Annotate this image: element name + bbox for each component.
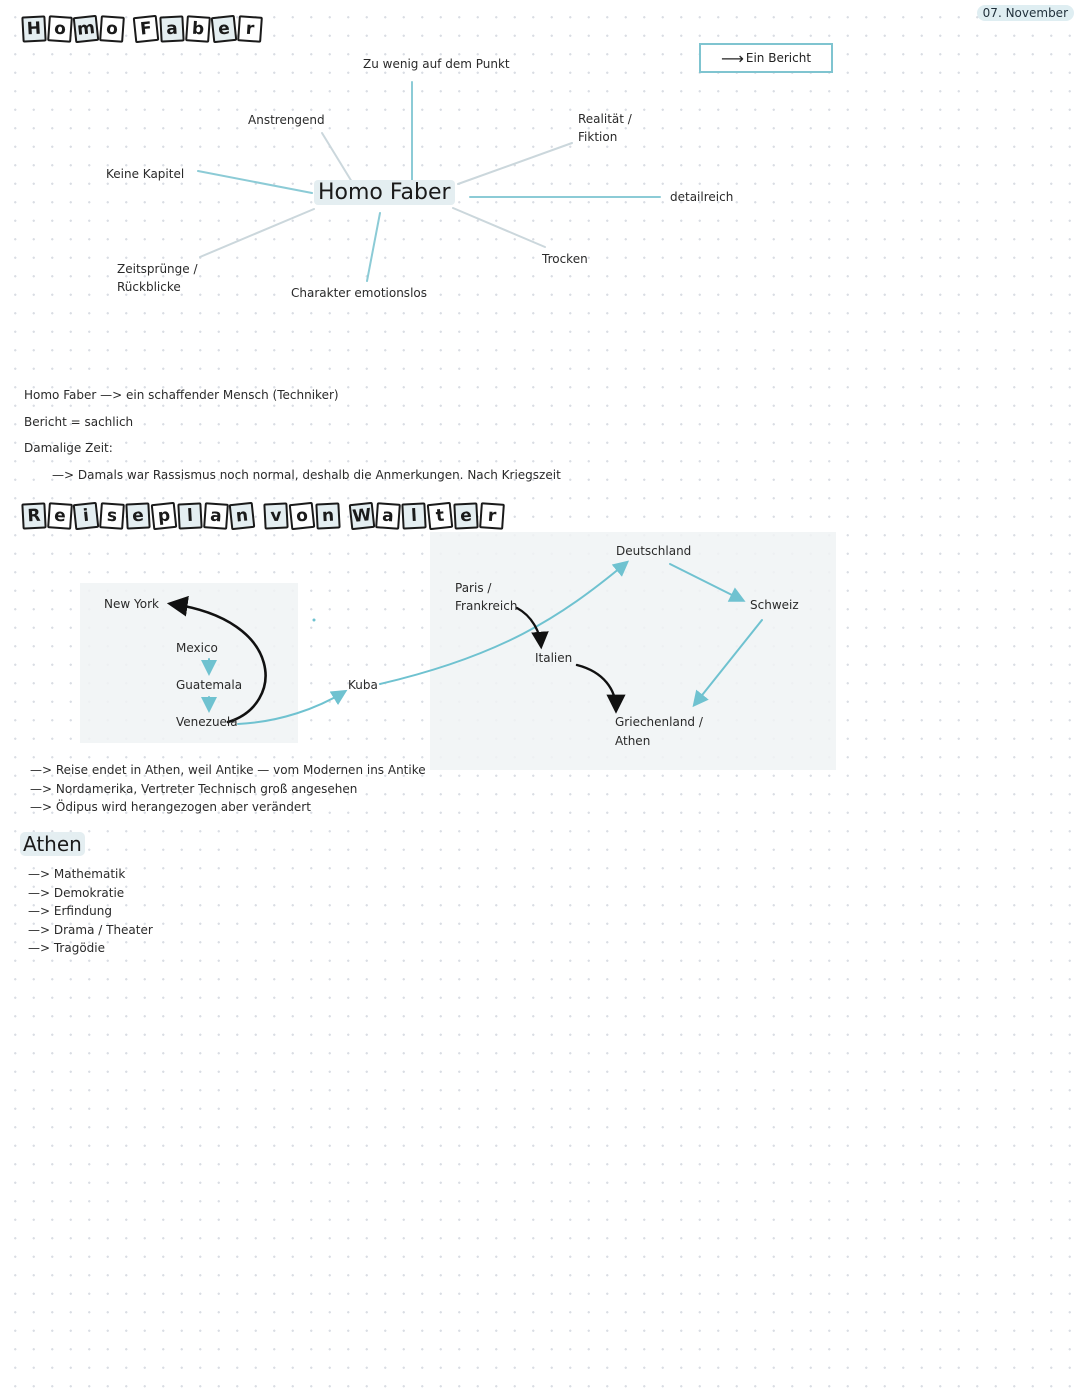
city-paris-line2: Frankreich xyxy=(455,599,518,613)
title-letter-tile: o xyxy=(99,15,125,43)
athen-heading: Athen xyxy=(20,832,85,856)
city-new-york: New York xyxy=(104,597,159,611)
list-item: —> Erfindung xyxy=(28,904,112,919)
branch-realitaet-line2: Fiktion xyxy=(578,130,618,144)
title-letter-tile: e xyxy=(453,502,478,529)
title-letter-tile: r xyxy=(479,502,505,530)
city-griechenland xyxy=(615,713,703,751)
title-letter-tile: a xyxy=(203,502,229,530)
branch-keine-kapitel: Keine Kapitel xyxy=(106,167,185,181)
note-line-2: Bericht = sachlich xyxy=(24,414,134,429)
list-item: —> Tragödie xyxy=(28,941,106,956)
title-letter-tile: a xyxy=(375,502,401,530)
title-letter-tile: t xyxy=(427,502,454,530)
title-letter-tile: b xyxy=(185,15,211,43)
title-letter-tile: l xyxy=(401,502,426,529)
note-line-1: Homo Faber —> ein schaffender Mensch (Techniker) xyxy=(24,388,339,402)
title-letter-tile: e xyxy=(211,15,238,43)
title-letter-tile: R xyxy=(21,502,46,529)
arrow-italien-griechenland xyxy=(577,665,616,709)
arrow-right-icon: ⟶ xyxy=(720,48,744,68)
note-line-3: Damalige Zeit: xyxy=(24,441,113,455)
title-letter-tile: v xyxy=(263,502,288,529)
branch-zeitspruenge-line2: Rückblicke xyxy=(117,280,181,294)
branch-anstrengend: Anstrengend xyxy=(248,113,325,127)
title-letter-tile: s xyxy=(99,502,125,530)
city-deutschland: Deutschland xyxy=(616,544,692,558)
branch-zeitspruenge-line1: Zeitsprünge / xyxy=(117,262,198,276)
date-label: 07. November xyxy=(977,5,1074,21)
title-letter-tile: r xyxy=(237,15,263,43)
title-letter-tile: p xyxy=(151,502,178,530)
stray-dot xyxy=(313,619,316,622)
city-kuba: Kuba xyxy=(348,678,378,692)
ein-bericht-label: Ein Bericht xyxy=(745,51,812,65)
city-venezuela: Venezuela xyxy=(176,715,238,729)
title-letter-tile: a xyxy=(159,15,184,42)
city-italien: Italien xyxy=(535,651,573,665)
list-item: —> Reise endet in Athen, weil Antike — vom Modernen ins Antike xyxy=(30,763,426,777)
title-letter-tile: e xyxy=(125,502,150,529)
note-line-4: —> Damals war Rassismus noch normal, deshalb die Anmerkungen. Nach Kriegszeit xyxy=(52,467,561,482)
list-item: —> Mathematik xyxy=(28,867,126,881)
title-letter-tile: o xyxy=(289,502,316,530)
arrow-deutschland-schweiz xyxy=(670,564,742,600)
city-griechenland-line2: Athen xyxy=(615,734,651,748)
title-letter-tile: l xyxy=(177,502,202,529)
branch-zu-wenig: Zu wenig auf dem Punkt xyxy=(363,57,510,71)
arrow-schweiz-griechenland xyxy=(695,620,762,704)
list-item: —> Nordamerika, Vertreter Technisch groß angesehen xyxy=(30,781,358,796)
city-paris-line1: Paris / xyxy=(455,581,492,595)
city-griechenland-line1: Griechenland / xyxy=(615,715,703,729)
title-letter-tile: i xyxy=(73,502,100,530)
arrow-venezuela-newyork xyxy=(172,604,266,722)
branch-realitaet-line1: Realität / xyxy=(578,112,632,126)
travel-notes xyxy=(30,761,426,817)
city-paris xyxy=(455,579,517,615)
title-letter-tile: e xyxy=(47,502,73,530)
branch-trocken: Trocken xyxy=(542,252,588,266)
mindmap-center-node: Homo Faber xyxy=(314,180,455,205)
title-letter-tile: o xyxy=(47,15,73,43)
list-item: —> Ödipus wird herangezogen aber verändert xyxy=(30,800,311,815)
city-mexico: Mexico xyxy=(176,641,218,655)
list-item: —> Drama / Theater xyxy=(28,922,153,937)
city-guatemala: Guatemala xyxy=(176,678,243,692)
title-letter-tile: W xyxy=(349,502,376,530)
branch-detailreich: detailreich xyxy=(670,190,734,204)
athen-list xyxy=(28,865,153,958)
title-letter-tile: H xyxy=(21,15,46,42)
title-letter-tile: m xyxy=(73,15,100,43)
title-letter-tile: F xyxy=(133,15,160,43)
title-letter-tile: n xyxy=(315,502,340,529)
branch-charakter: Charakter emotionslos xyxy=(291,286,427,300)
list-item: —> Demokratie xyxy=(28,885,125,900)
title-letter-tile: n xyxy=(229,502,256,530)
city-schweiz: Schweiz xyxy=(750,598,799,612)
arrow-venezuela-kuba xyxy=(238,692,344,724)
